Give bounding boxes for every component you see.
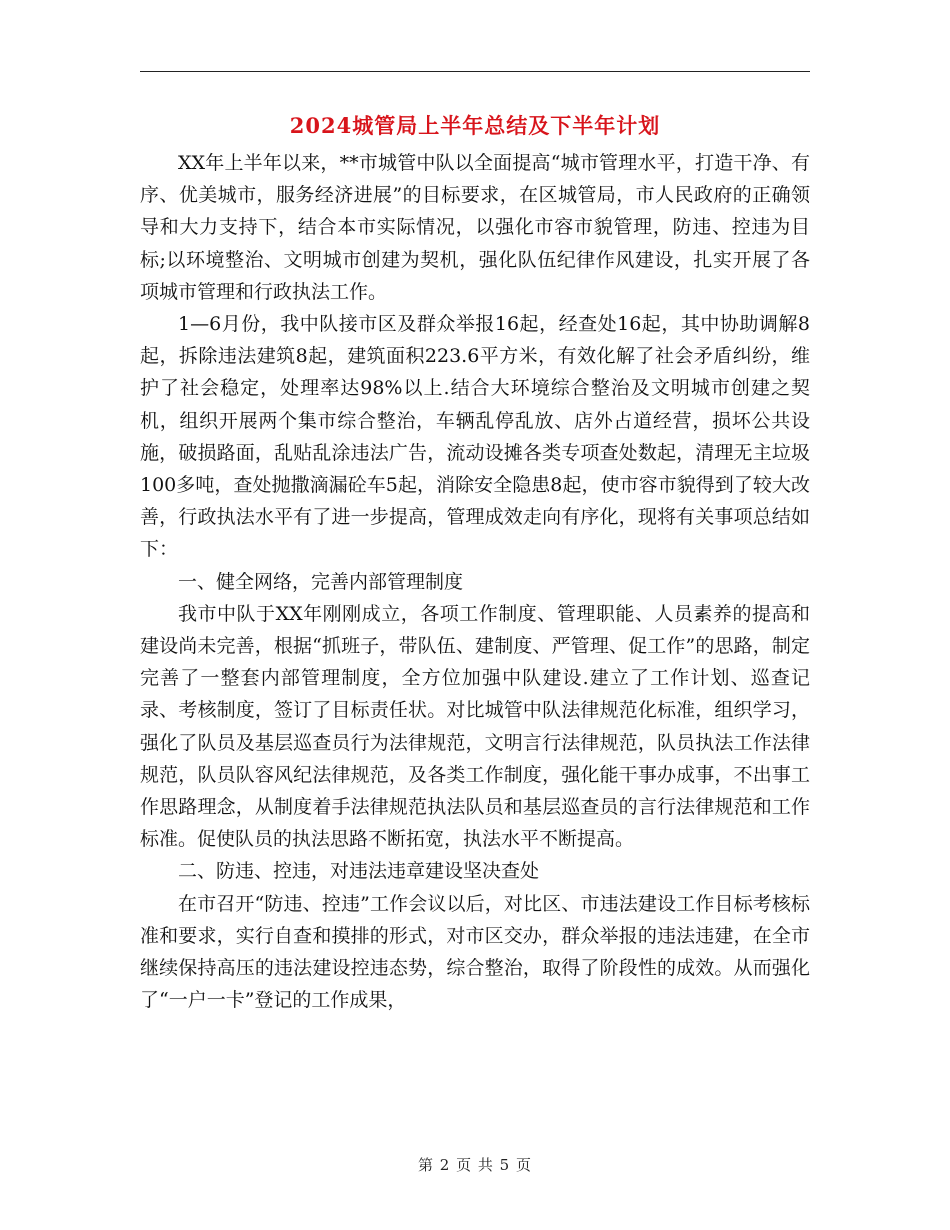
document-body xyxy=(140,147,810,1016)
page-footer: 第 2 页 共 5 页 xyxy=(418,1156,532,1174)
paragraph-statistics: 1—6月份，我中队接市区及群众举报16起，经查处16起，其中协助调解8起，拆除违法建筑8起，建筑面积223.6平方米，有效化解了社会矛盾纠纷，维护了社会稳定，处理率达98%以上.结合大环境综合整治及文明城市创建之契机，组织开展两个集市综合整治，车辆乱停乱放、店外占道经营，损坏公共设施，破损路面，乱贴乱涂违法广告，流动设摊各类专项查处数起，清理无主垃圾100多吨，查处抛撒滴漏砼车5起，消除安全隐患8起，使市容市貌得到了较大改善，行政执法水平有了进一步提高，管理成效走向有序化，现将有关事项总结如下： xyxy=(140,313,810,561)
paragraph-intro: XX年上半年以来，**市城管中队以全面提高“城市管理水平，打造干净、有序、优美城市，服务经济进展”的目标要求，在区城管局，市人民政府的正确领导和大力支持下，结合本市实际情况，以强化市容市貌管理，防违、控违为目标;以环境整治、文明城市创建为契机，强化队伍纪律作风建设，扎实开展了各项城市管理和行政执法工作。 xyxy=(140,152,810,303)
paragraph-section-1: 我市中队于XX年刚刚成立，各项工作制度、管理职能、人员素养的提高和建设尚未完善，根据“抓班子，带队伍、建制度、严管理、促工作”的思路，制定完善了一整套内部管理制度，全方位加强中队建设.建立了工作计划、巡查记录、考核制度，签订了目标责任状。对比城管中队法律规范化标准，组织学习，强化了队员及基层巡查员行为法律规范，文明言行法律规范，队员执法工作法律规范，队员队容风纪法律规范，及各类工作制度，强化能干事办成事，不出事工作思路理念，从制度着手法律规范执法队员和基层巡查员的言行法律规范和工作标准。促使队员的执法思路不断拓宽，执法水平不断提高。 xyxy=(140,602,810,851)
section-heading-1: 一、健全网络，完善内部管理制度 xyxy=(178,570,464,593)
header-rule xyxy=(140,71,810,72)
section-heading-2: 二、防违、控违，对违法违章建设坚决查处 xyxy=(178,860,540,883)
document-title: 2024城管局上半年总结及下半年计划 xyxy=(289,113,661,138)
paragraph-section-2: 在市召开“防违、控违”工作会议以后，对比区、市违法建设工作目标考核标准和要求，实行自查和摸排的形式，对市区交办，群众举报的违法违建，在全市继续保持高压的违法建设控违态势，综合整治，取得了阶段性的成效。从而强化了“一户一卡”登记的工作成果， xyxy=(140,892,810,1012)
